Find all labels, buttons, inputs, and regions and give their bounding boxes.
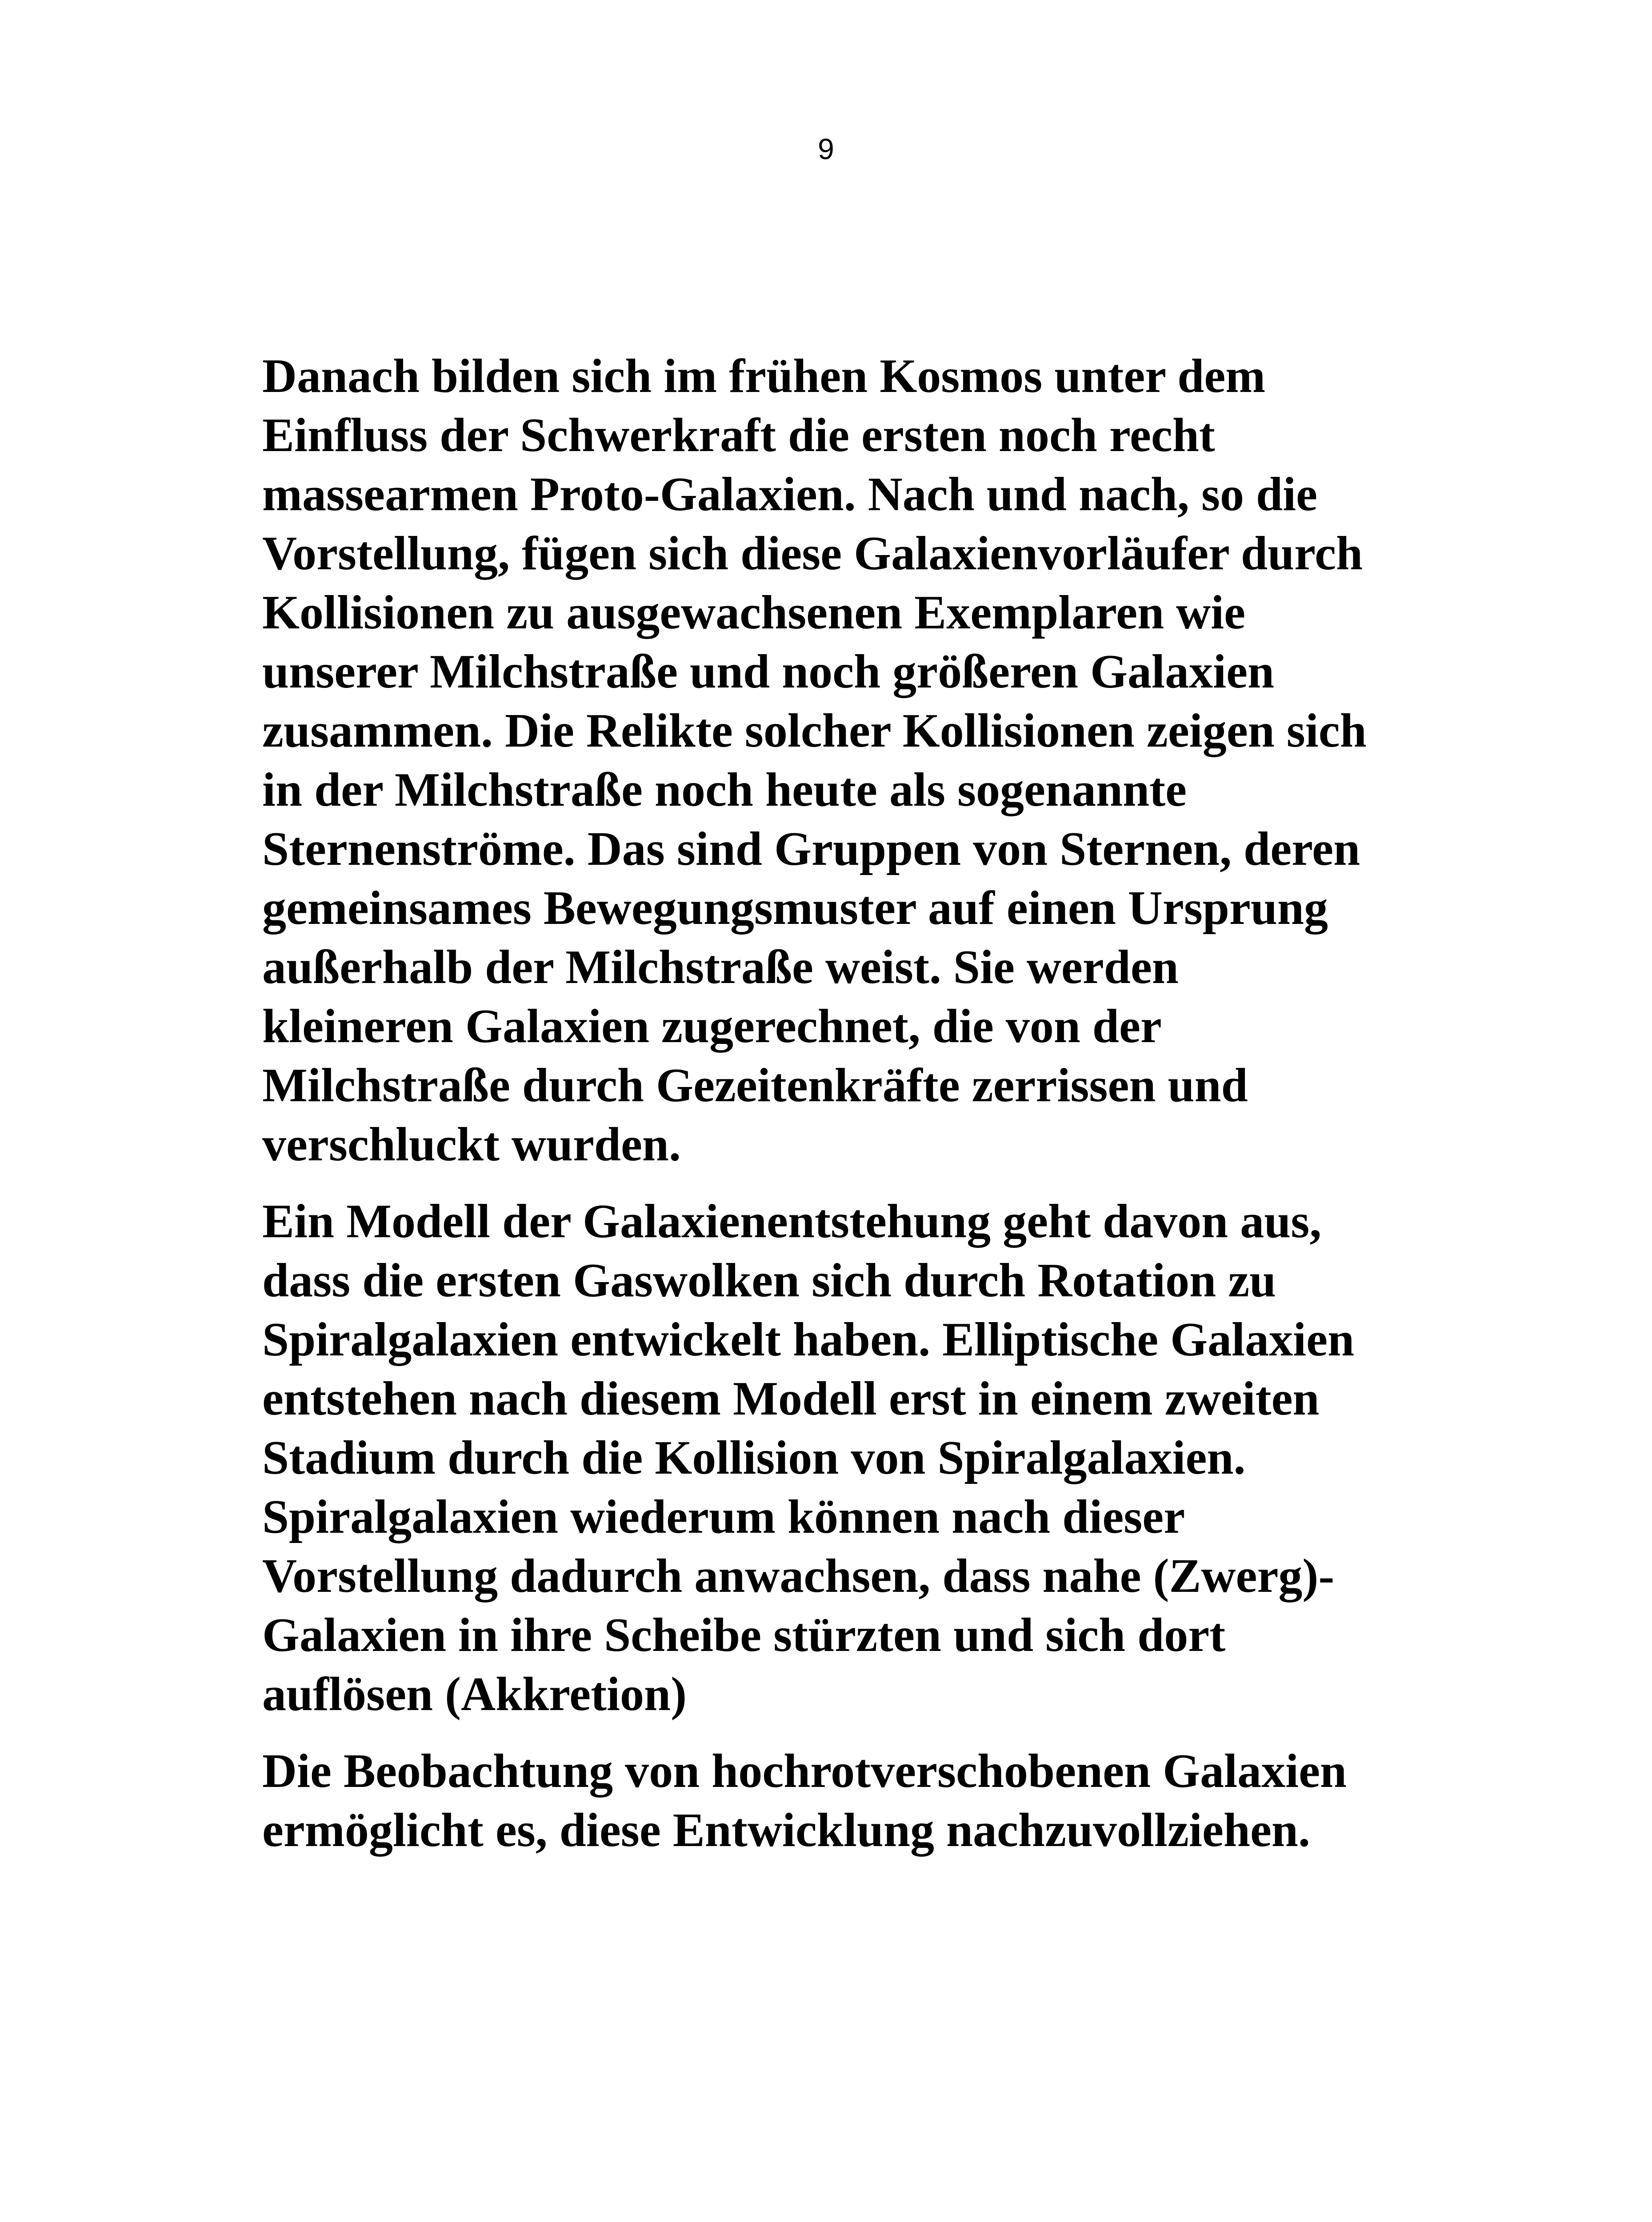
text-line: unserer Milchstraße und noch größeren Galaxien	[262, 645, 1275, 698]
text-line: ermöglicht es, diese Entwicklung nachzuvollziehen.	[262, 1804, 1310, 1857]
text-line: massearmen Proto-Galaxien. Nach und nach, so die	[262, 468, 1318, 521]
text-line: auflösen (Akkretion)	[262, 1668, 687, 1721]
text-line: in der Milchstraße noch heute als sogenannte	[262, 763, 1187, 816]
text-line: Sternenströme. Das sind Gruppen von Sternen, deren	[262, 823, 1360, 875]
paragraph-2	[262, 1192, 1427, 1724]
text-line: kleineren Galaxien zugerechnet, die von der	[262, 1000, 1162, 1053]
text-line: Milchstraße durch Gezeitenkräfte zerrissen und	[262, 1059, 1248, 1112]
paragraph-3	[262, 1742, 1427, 1860]
text-line: Vorstellung, fügen sich diese Galaxienvorläufer durch	[262, 527, 1363, 580]
text-line: Galaxien in ihre Scheibe stürzten und sich dort	[262, 1609, 1226, 1662]
text-line: Die Beobachtung von hochrotverschobenen Galaxien	[262, 1745, 1347, 1798]
text-line: entstehen nach diesem Modell erst in einem zweiten	[262, 1372, 1320, 1425]
text-line: Kollisionen zu ausgewachsenen Exemplaren wie	[262, 586, 1246, 639]
text-line: gemeinsames Bewegungsmuster auf einen Ursprung	[262, 882, 1328, 935]
text-line: Danach bilden sich im frühen Kosmos unter dem	[262, 350, 1266, 403]
page-number: 9	[818, 132, 834, 165]
text-line: Einfluss der Schwerkraft die ersten noch recht	[262, 409, 1215, 462]
text-line: Spiralgalaxien wiederum können nach dieser	[262, 1491, 1185, 1543]
text-line: verschluckt wurden.	[262, 1118, 681, 1171]
text-line: außerhalb der Milchstraße weist. Sie werden	[262, 941, 1179, 994]
text-line: Ein Modell der Galaxienentstehung geht davon aus,	[262, 1195, 1322, 1248]
paragraph-1	[262, 347, 1427, 1174]
text-line: Spiralgalaxien entwickelt haben. Elliptische Galaxien	[262, 1313, 1355, 1366]
body-text	[262, 347, 1427, 1860]
text-line: Stadium durch die Kollision von Spiralgalaxien.	[262, 1431, 1246, 1484]
text-line: zusammen. Die Relikte solcher Kollisionen zeigen sich	[262, 704, 1367, 757]
text-line: dass die ersten Gaswolken sich durch Rotation zu	[262, 1254, 1276, 1307]
text-line: Vorstellung dadurch anwachsen, dass nahe (Zwerg)-	[262, 1550, 1335, 1603]
